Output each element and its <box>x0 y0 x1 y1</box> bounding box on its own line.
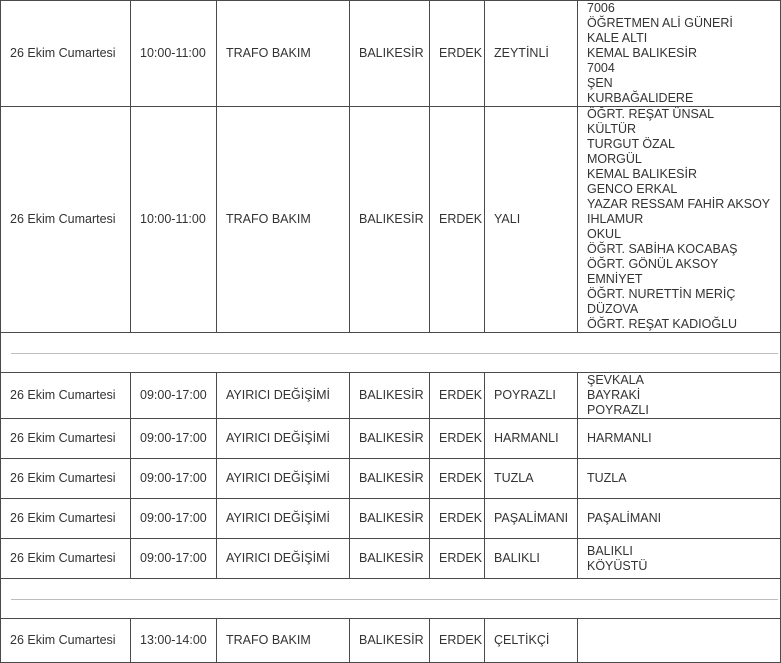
neighborhood-item: IHLAMUR <box>587 212 644 226</box>
outage-row <box>1 619 781 663</box>
district-cell: ERDEK <box>430 459 485 499</box>
neighborhood-list-cell <box>578 619 781 663</box>
neighborhood-item: ÖĞRT. NURETTİN MERİÇ <box>587 287 736 301</box>
region-cell: ZEYTİNLİ <box>485 1 578 107</box>
time-range-cell: 09:00-17:00 <box>131 459 217 499</box>
time-range-cell: 10:00-11:00 <box>131 107 217 333</box>
reason-cell: AYIRICI DEĞİŞİMİ <box>217 539 350 579</box>
neighborhood-list-cell <box>578 1 781 107</box>
district-cell: ERDEK <box>430 619 485 663</box>
separator-line <box>11 353 778 354</box>
neighborhood-item: KÜLTÜR <box>587 122 637 136</box>
outage-row <box>1 373 781 419</box>
separator-row <box>1 579 781 619</box>
date-cell: 26 Ekim Cumartesi <box>1 373 131 419</box>
reason-cell: AYIRICI DEĞİŞİMİ <box>217 373 350 419</box>
neighborhood-list-cell <box>578 459 781 499</box>
neighborhood-item: ÖĞRT. REŞAT KADIOĞLU <box>587 317 738 331</box>
outage-row <box>1 539 781 579</box>
province-cell: BALIKESİR <box>350 373 430 419</box>
neighborhood-item: KEMAL BALIKESİR <box>587 167 697 181</box>
region-cell: PAŞALİMANI <box>485 499 578 539</box>
reason-cell: AYIRICI DEĞİŞİMİ <box>217 459 350 499</box>
province-cell: BALIKESİR <box>350 539 430 579</box>
neighborhood-item: DÜZOVA <box>587 302 639 316</box>
neighborhood-item: 7004 <box>587 61 615 75</box>
neighborhood-list-cell <box>578 539 781 579</box>
neighborhood-list-cell <box>578 499 781 539</box>
neighborhood-item: ÖĞRT. SABİHA KOCABAŞ <box>587 242 738 256</box>
district-cell: ERDEK <box>430 539 485 579</box>
reason-cell: AYIRICI DEĞİŞİMİ <box>217 499 350 539</box>
neighborhood-item: TURGUT ÖZAL <box>587 137 675 151</box>
neighborhood-item: GENCO ERKAL <box>587 182 678 196</box>
province-cell: BALIKESİR <box>350 1 430 107</box>
time-range-cell: 09:00-17:00 <box>131 499 217 539</box>
region-cell: HARMANLI <box>485 419 578 459</box>
neighborhood-item: OKUL <box>587 227 622 241</box>
time-range-cell: 09:00-17:00 <box>131 539 217 579</box>
district-cell: ERDEK <box>430 1 485 107</box>
neighborhood-item: KÖYÜSTÜ <box>587 558 648 573</box>
time-range-cell: 13:00-14:00 <box>131 619 217 663</box>
neighborhood-list-cell <box>578 419 781 459</box>
neighborhood-item: KEMAL BALIKESİR <box>587 46 697 60</box>
separator-line <box>11 599 778 600</box>
neighborhood-item: ŞEN <box>587 76 613 90</box>
date-cell: 26 Ekim Cumartesi <box>1 619 131 663</box>
reason-cell: TRAFO BAKIM <box>217 619 350 663</box>
neighborhood-item: BAYRAKİ <box>587 388 641 402</box>
neighborhood-item: POYRAZLI <box>587 403 649 417</box>
region-cell: ÇELTİKÇİ <box>485 619 578 663</box>
outage-row <box>1 107 781 333</box>
neighborhood-item: PAŞALİMANI <box>587 511 662 525</box>
outage-table-body <box>1 1 781 663</box>
neighborhood-item: KURBAĞALIDERE <box>587 91 694 105</box>
region-cell: TUZLA <box>485 459 578 499</box>
date-cell: 26 Ekim Cumartesi <box>1 459 131 499</box>
separator-row <box>1 333 781 373</box>
district-cell: ERDEK <box>430 107 485 333</box>
separator-cell <box>1 333 781 373</box>
neighborhood-item: 7006 <box>587 1 615 15</box>
province-cell: BALIKESİR <box>350 619 430 663</box>
neighborhood-item: ÖĞRT. REŞAT ÜNSAL <box>587 107 715 121</box>
neighborhood-item: KALE ALTI <box>587 31 648 45</box>
reason-cell: TRAFO BAKIM <box>217 1 350 107</box>
neighborhood-list-cell <box>578 373 781 419</box>
neighborhood-item: HARMANLI <box>587 431 652 445</box>
separator-cell <box>1 579 781 619</box>
date-cell: 26 Ekim Cumartesi <box>1 499 131 539</box>
neighborhood-item: TUZLA <box>587 471 627 485</box>
neighborhood-item: EMNİYET <box>587 272 643 286</box>
neighborhood-item: ŞEVKALA <box>587 373 644 387</box>
district-cell: ERDEK <box>430 419 485 459</box>
time-range-cell: 10:00-11:00 <box>131 1 217 107</box>
province-cell: BALIKESİR <box>350 499 430 539</box>
date-cell: 26 Ekim Cumartesi <box>1 107 131 333</box>
outage-row <box>1 419 781 459</box>
neighborhood-list-cell <box>578 107 781 333</box>
province-cell: BALIKESİR <box>350 459 430 499</box>
reason-cell: TRAFO BAKIM <box>217 107 350 333</box>
province-cell: BALIKESİR <box>350 419 430 459</box>
neighborhood-item: ÖĞRT. GÖNÜL AKSOY <box>587 257 719 271</box>
outage-row <box>1 459 781 499</box>
neighborhood-item: MORGÜL <box>587 152 642 166</box>
neighborhood-item: ÖĞRETMEN ALİ GÜNERİ <box>587 16 733 30</box>
date-cell: 26 Ekim Cumartesi <box>1 419 131 459</box>
outage-row <box>1 499 781 539</box>
region-cell: BALIKLI <box>485 539 578 579</box>
neighborhood-item: YAZAR RESSAM FAHİR AKSOY <box>587 197 771 211</box>
outage-row <box>1 1 781 107</box>
time-range-cell: 09:00-17:00 <box>131 419 217 459</box>
date-cell: 26 Ekim Cumartesi <box>1 539 131 579</box>
date-cell: 26 Ekim Cumartesi <box>1 1 131 107</box>
region-cell: YALI <box>485 107 578 333</box>
district-cell: ERDEK <box>430 373 485 419</box>
province-cell: BALIKESİR <box>350 107 430 333</box>
region-cell: POYRAZLI <box>485 373 578 419</box>
time-range-cell: 09:00-17:00 <box>131 373 217 419</box>
reason-cell: AYIRICI DEĞİŞİMİ <box>217 419 350 459</box>
district-cell: ERDEK <box>430 499 485 539</box>
neighborhood-item: BALIKLI <box>587 543 633 558</box>
